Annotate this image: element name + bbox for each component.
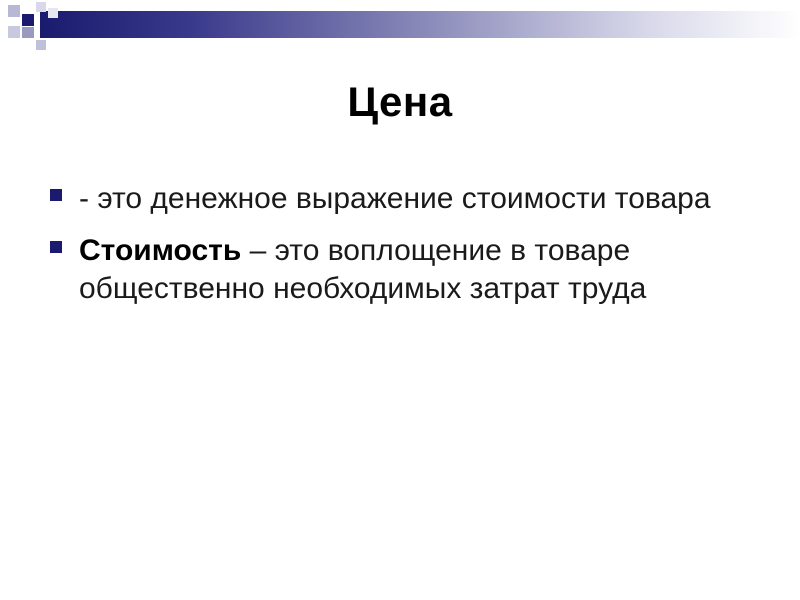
slide-title: Цена <box>347 78 453 125</box>
bullet-text: - это денежное выражение стоимости товара <box>79 182 711 215</box>
bullet-item <box>48 232 768 308</box>
decor-square <box>36 2 46 12</box>
decor-square <box>22 27 34 38</box>
header-gradient-bar <box>40 11 800 38</box>
decor-square <box>48 8 58 18</box>
square-bullet-icon <box>50 189 62 201</box>
decor-square <box>22 14 34 26</box>
bullet-term: Стоимость <box>79 234 242 267</box>
decor-square <box>8 26 20 38</box>
bullet-list <box>48 180 768 322</box>
bullet-text: – это воплощение в товаре общественно необходимых затрат труда <box>79 234 647 305</box>
square-bullet-icon <box>50 241 62 253</box>
bullet-item <box>48 180 768 218</box>
header-decoration <box>0 0 800 48</box>
decor-square <box>36 40 46 50</box>
decor-square <box>8 5 20 17</box>
